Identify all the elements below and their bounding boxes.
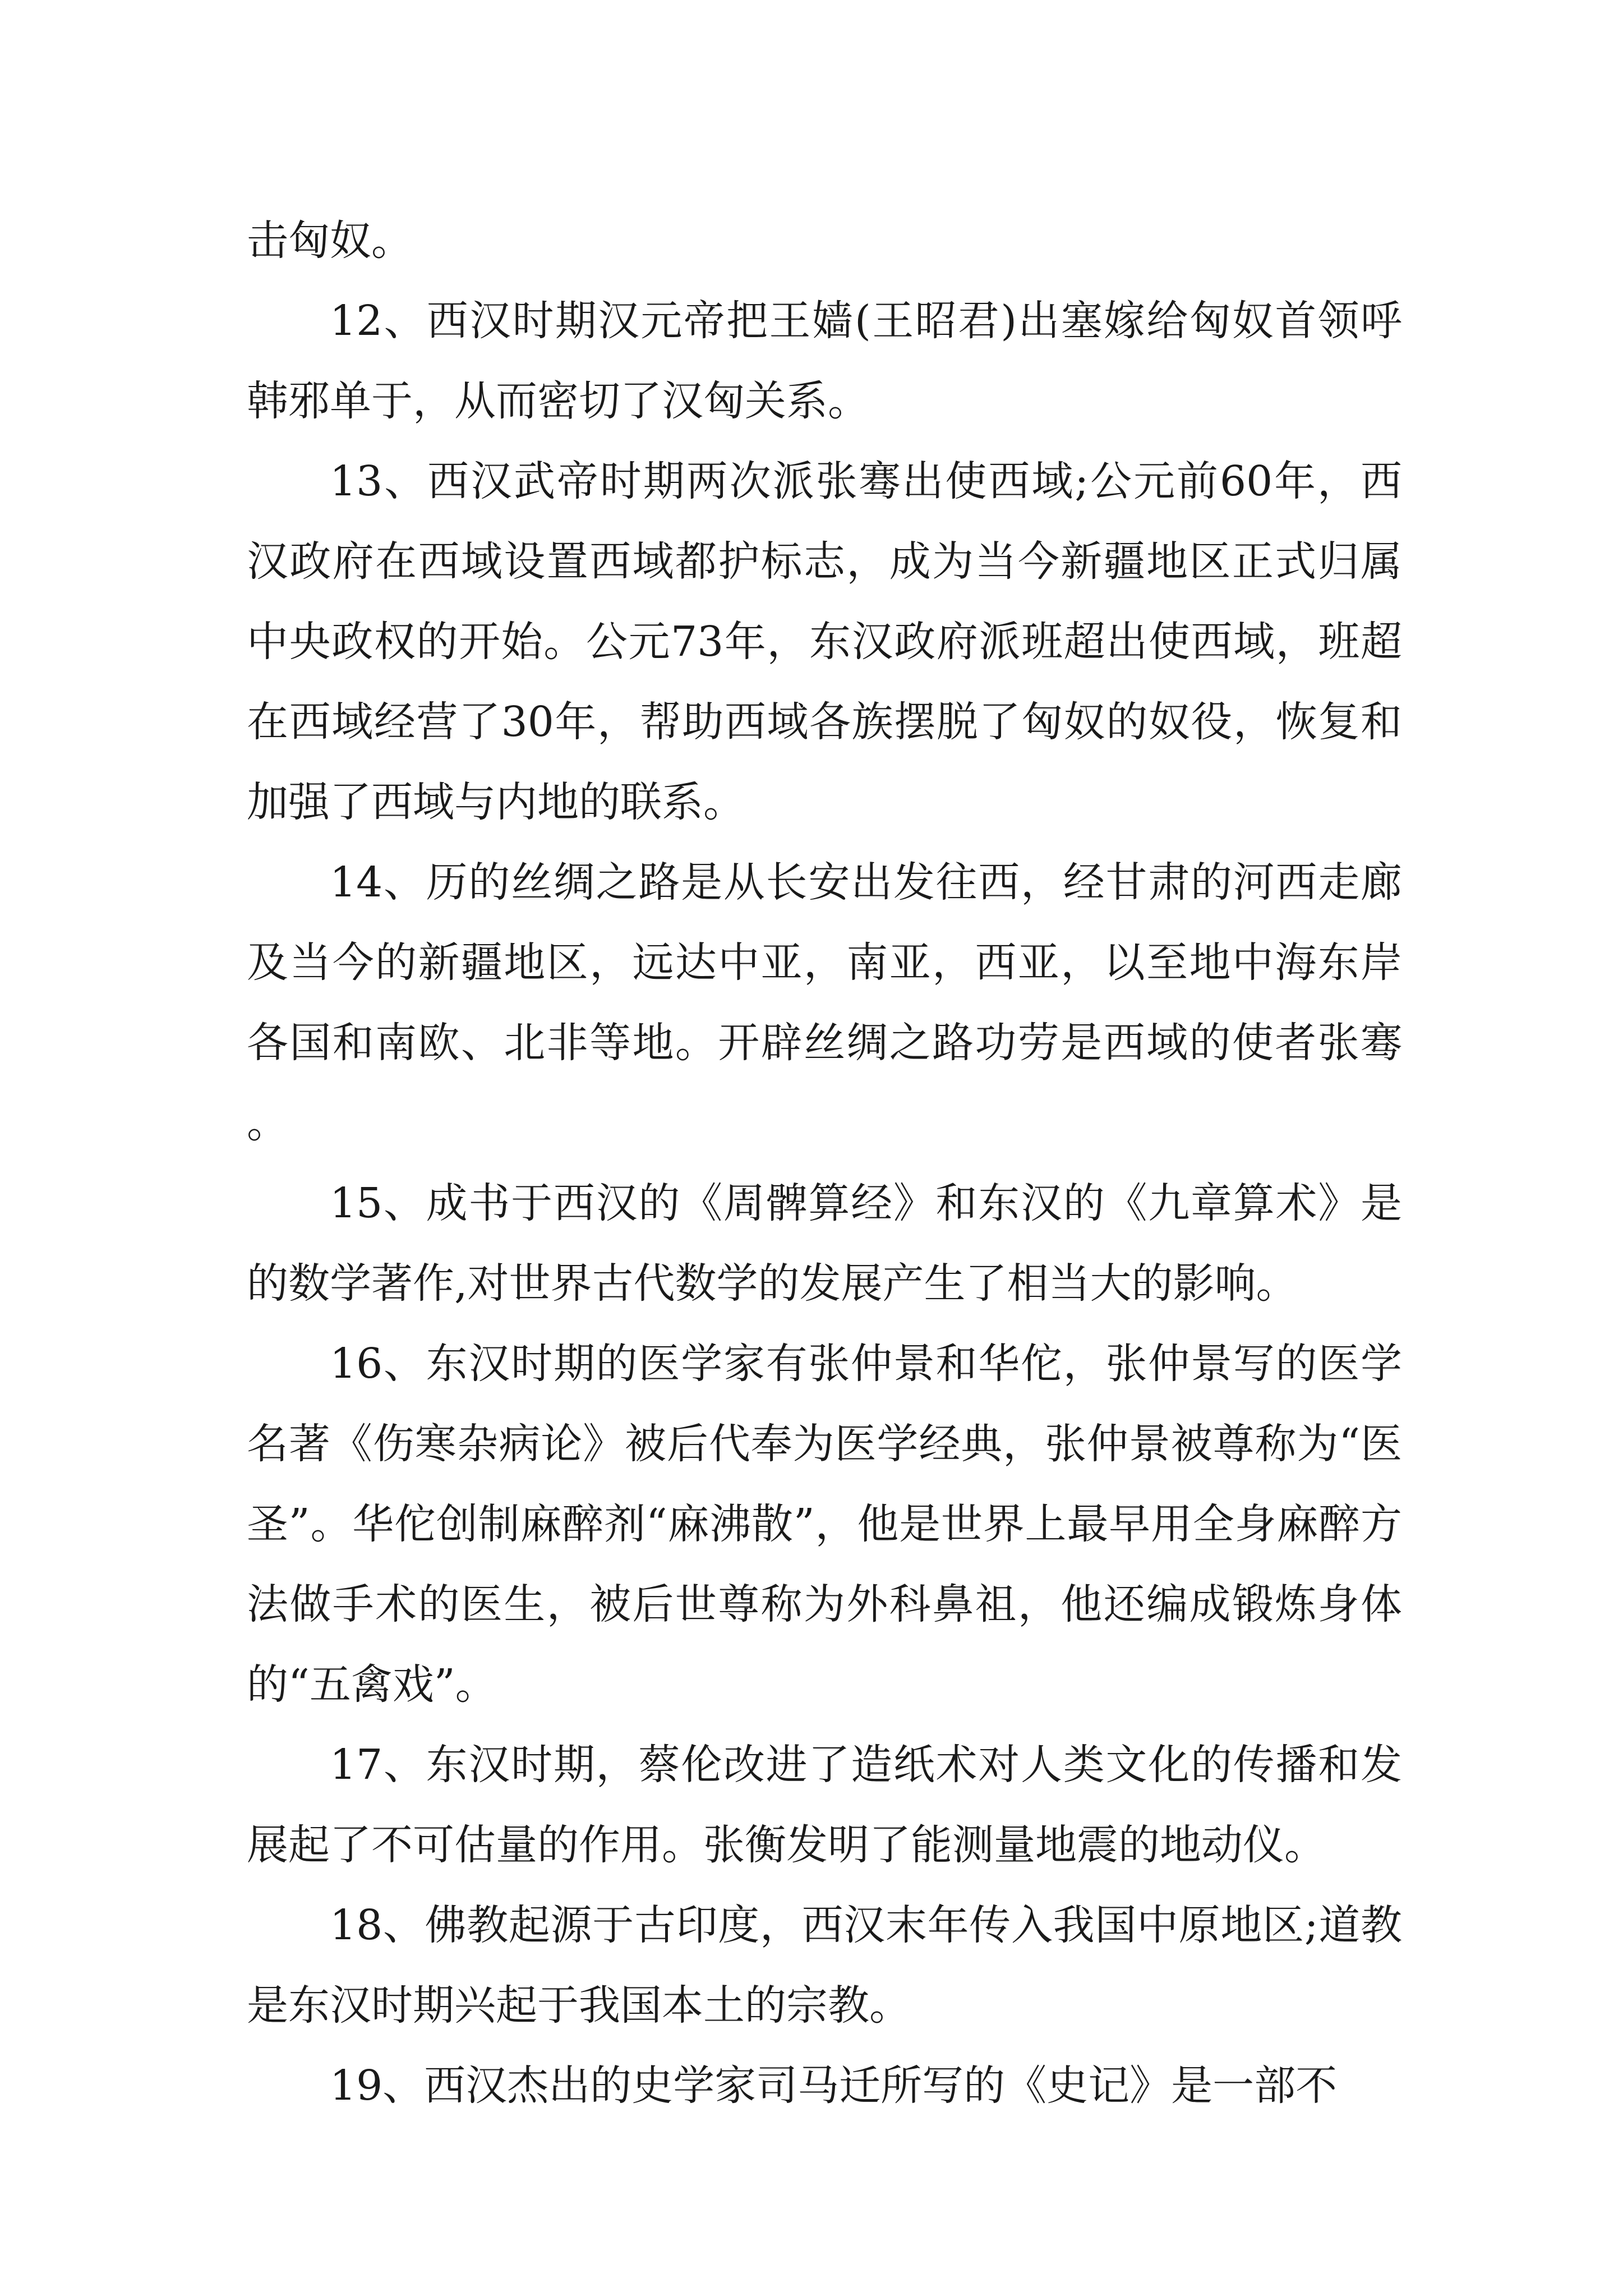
paragraph-item-14: 14、历的丝绸之路是从长安出发往西，经甘肃的河西走廊及当今的新疆地区，远达中亚，南亚，西亚，以至地中海东岸各国和南欧、北非等地。开辟丝绸之路功劳是西域的使者张骞。 <box>247 858 1402 1147</box>
paragraph-item-15: 15、成书于西汉的《周髀算经》和东汉的《九章算术》是的数学著作,对世界古代数学的发展产生了相当大的影响。 <box>247 1179 1402 1308</box>
paragraph-item-13: 13、西汉武帝时期两次派张骞出使西域;公元前60年，西汉政府在西域设置西域都护标志，成为当今新疆地区正式归属中央政权的开始。公元73年，东汉政府派班超出使西域，班超在西域经营了30年，帮助西域各族摆脱了匈奴的奴役，恢复和加强了西域与内地的联系。 <box>247 457 1402 826</box>
paragraph-item-17: 17、东汉时期，蔡伦改进了造纸术对人类文化的传播和发展起了不可估量的作用。张衡发明了能测量地震的地动仪。 <box>247 1741 1402 1869</box>
paragraph-item-12: 12、西汉时期汉元帝把王嫱(王昭君)出塞嫁给匈奴首领呼韩邪单于，从而密切了汉匈关系。 <box>247 297 1402 425</box>
paragraph-item-18: 18、佛教起源于古印度，西汉末年传入我国中原地区;道教是东汉时期兴起于我国本土的宗教。 <box>247 1901 1402 2030</box>
paragraph-item-16: 16、东汉时期的医学家有张仲景和华佗，张仲景写的医学名著《伤寒杂病论》被后代奉为医学经典，张仲景被尊称为“医圣”。华佗创制麻醉剂“麻沸散”，他是世界上最早用全身麻醉方法做手术的医生，被后世尊称为外科鼻祖，他还编成锻炼身体的“五禽戏”。 <box>247 1340 1402 1709</box>
paragraph-continuation: 击匈奴。 <box>247 217 413 265</box>
paragraph-item-19: 19、西汉杰出的史学家司马迁所写的《史记》是一部不 <box>330 2062 1338 2110</box>
document-body <box>247 201 1402 2126</box>
